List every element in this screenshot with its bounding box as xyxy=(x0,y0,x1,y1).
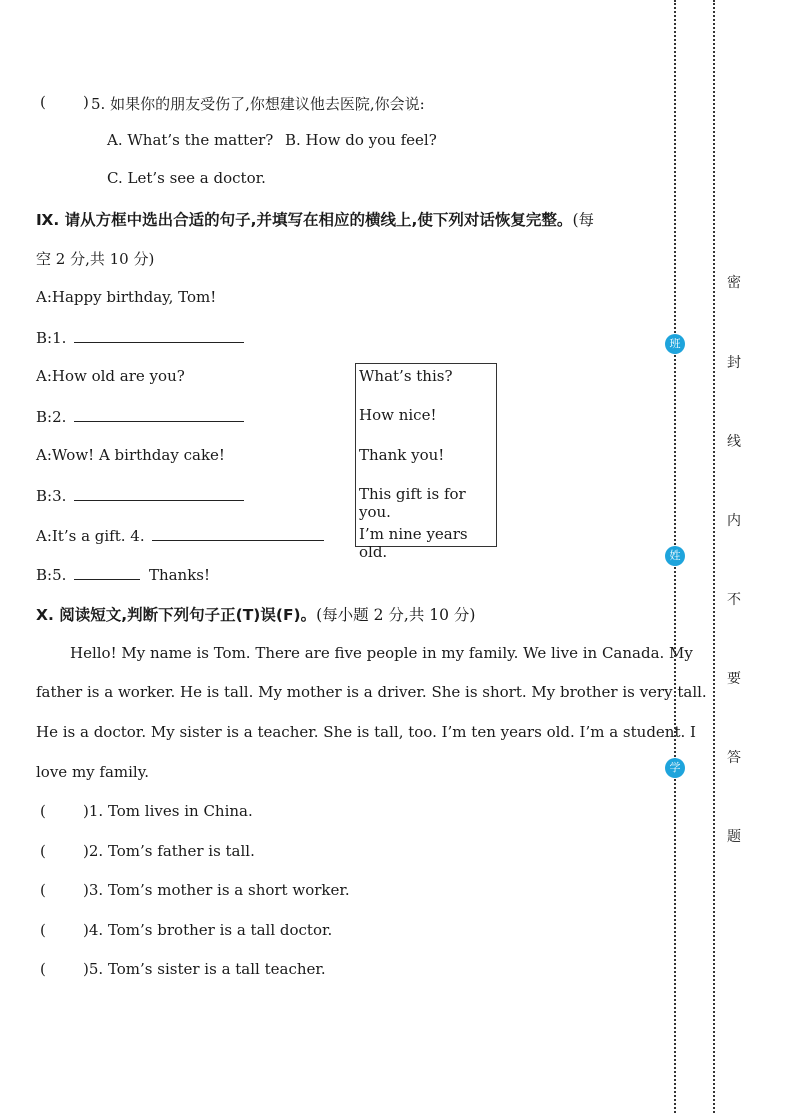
dialogue-line-2 xyxy=(36,327,244,347)
section9-title-text: Ⅸ. 请从方框中选出合适的句子,并填写在相应的横线上,使下列对话恢复完整。 xyxy=(36,211,573,229)
section9-title xyxy=(36,208,594,230)
seal-char-4: 内 xyxy=(727,513,741,529)
dialogue-line-5: A:Wow! A birthday cake! xyxy=(36,446,225,464)
dialogue-line-4-label: B:2. xyxy=(36,408,67,426)
dialogue-line-7-label: A:It’s a gift. 4. xyxy=(36,527,145,545)
dialogue-line-6 xyxy=(36,485,244,505)
dialogue-line-1: A:Happy birthday, Tom! xyxy=(36,288,217,306)
answer-blank-3[interactable] xyxy=(74,485,244,501)
tf-question-1: )1. Tom lives in China. xyxy=(83,802,253,820)
seal-char-5: 不 xyxy=(727,592,741,608)
section9-note-start: (每 xyxy=(572,211,594,229)
dialogue-line-3: A:How old are you? xyxy=(36,367,185,385)
tf-answer-paren-2[interactable]: ( xyxy=(40,842,46,860)
tf-question-2: )2. Tom’s father is tall. xyxy=(83,842,255,860)
tf-answer-paren-3[interactable]: ( xyxy=(40,881,46,899)
section10-title-text: Ⅹ. 阅读短文,判断下列句子正(T)误(F)。 xyxy=(36,606,317,624)
tf-answer-paren-1[interactable]: ( xyxy=(40,802,46,820)
tf-question-5-text: 5. Tom’s sister is a tall teacher. xyxy=(88,960,326,978)
tf-question-5: )5. Tom’s sister is a tall teacher. xyxy=(83,960,326,978)
options-box xyxy=(355,363,497,561)
class-field-circle: 班 xyxy=(665,334,685,354)
dialogue-line-8 xyxy=(36,564,210,584)
tf-question-2-text: 2. Tom’s father is tall. xyxy=(88,842,255,860)
number-field-circle: 学 xyxy=(665,758,685,778)
tf-question-4: )4. Tom’s brother is a tall doctor. xyxy=(83,921,333,939)
dialogue-line-7 xyxy=(36,525,324,545)
dialogue-line-6-label: B:3. xyxy=(36,487,67,505)
box-option-4: This gift is for you. xyxy=(359,485,466,521)
answer-blank-1[interactable] xyxy=(74,327,244,343)
tf-question-4-text: 4. Tom’s brother is a tall doctor. xyxy=(88,921,333,939)
q5-option-c: C. Let’s see a doctor. xyxy=(107,169,266,187)
box-option-2: How nice! xyxy=(359,406,437,424)
tf-answer-paren-5[interactable]: ( xyxy=(40,960,46,978)
passage-line-2: father is a worker. He is tall. My mother is a driver. She is short. My brother is very tall. xyxy=(36,683,707,701)
answer-blank-2[interactable] xyxy=(74,406,244,422)
dialogue-line-4 xyxy=(36,406,244,426)
section10-note: (每小题 2 分,共 10 分) xyxy=(316,606,476,624)
passage-line-3: He is a doctor. My sister is a teacher. She is tall, too. I’m ten years old. I’m a student. I xyxy=(36,723,696,741)
section10-title xyxy=(36,603,475,625)
seal-char-1: 密 xyxy=(727,275,741,291)
dialogue-line-8-thanks: Thanks! xyxy=(148,566,211,584)
answer-blank-5[interactable] xyxy=(74,564,140,580)
seal-char-2: 封 xyxy=(727,355,741,371)
tf-question-3: )3. Tom’s mother is a short worker. xyxy=(83,881,350,899)
passage-line-1: Hello! My name is Tom. There are five people in my family. We live in Canada. My xyxy=(70,644,693,662)
box-option-3: Thank you! xyxy=(359,446,445,464)
q5-stem: 5. 如果你的朋友受伤了,你想建议他去医院,你会说: xyxy=(91,95,425,113)
dialogue-line-2-label: B:1. xyxy=(36,329,67,347)
q5-option-a: A. What’s the matter? xyxy=(107,131,274,149)
seal-line-right xyxy=(713,0,715,1113)
seal-char-6: 要 xyxy=(727,671,741,687)
q5-paren-close: ) xyxy=(83,93,89,111)
seal-char-7: 答 xyxy=(727,750,741,766)
seal-char-8: 题 xyxy=(727,829,741,845)
passage-line-4: love my family. xyxy=(36,763,149,781)
q5-option-b: B. How do you feel? xyxy=(285,131,437,149)
dialogue-line-8-label: B:5. xyxy=(36,566,67,584)
box-option-1: What’s this? xyxy=(359,367,453,385)
tf-question-3-text: 3. Tom’s mother is a short worker. xyxy=(88,881,350,899)
section9-note-end: 空 2 分,共 10 分) xyxy=(36,250,155,268)
tf-answer-paren-4[interactable]: ( xyxy=(40,921,46,939)
box-option-5: I’m nine years old. xyxy=(359,525,468,561)
seal-char-3: 线 xyxy=(727,434,741,450)
answer-blank-4[interactable] xyxy=(152,525,324,541)
q5-paren-open[interactable]: ( xyxy=(40,93,46,111)
tf-question-1-text: 1. Tom lives in China. xyxy=(88,802,253,820)
name-field-circle: 姓 xyxy=(665,546,685,566)
